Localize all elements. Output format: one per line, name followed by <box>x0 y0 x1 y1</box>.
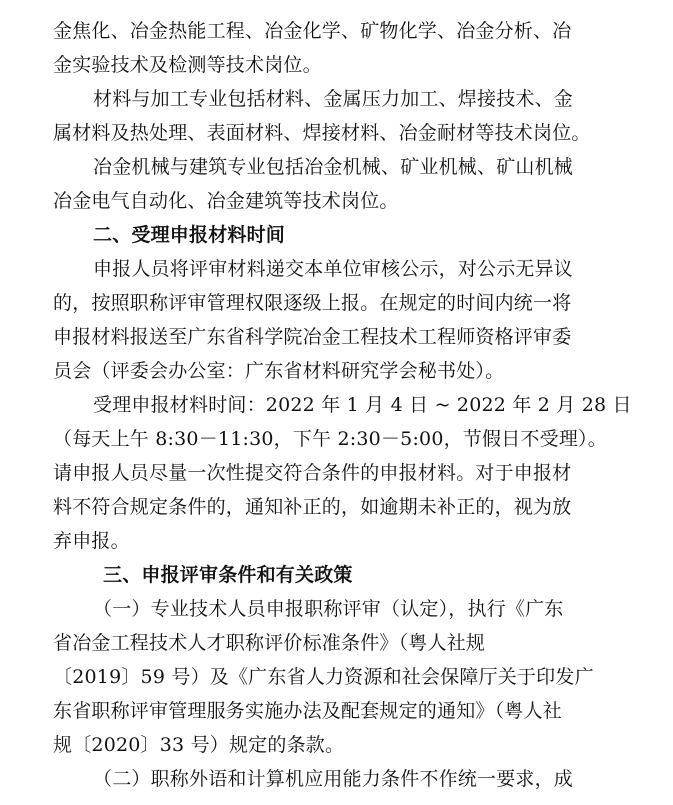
text-line-1: 金焦化、冶金热能工程、冶金化学、矿物化学、冶金分析、冶 <box>53 20 572 42</box>
text-line-19: 省冶金工程技术人才职称评价标准条件》（粤人社规 <box>53 632 486 654</box>
text-line-9: 的，按照职称评审管理权限逐级上报。在规定的时间内统一将 <box>53 292 572 314</box>
text-line-10: 申报材料报送至广东省科学院冶金工程技术工程师资格评审委 <box>53 326 572 348</box>
text-line-23: （二）职称外语和计算机应用能力条件不作统一要求，成 <box>93 768 574 790</box>
text-line-6: 冶金电气自动化、冶金建筑等技术岗位。 <box>53 190 399 212</box>
text-line-12: 受理申报材料时间：2022 年 1 月 4 日 ~ 2022 年 2 月 28 日 <box>93 394 632 416</box>
section-heading-3: 三、申报评审条件和有关政策 <box>103 564 353 586</box>
text-line-21: 东省职称评审管理服务实施办法及配套规定的通知》（粤人社 <box>53 700 562 722</box>
text-line-16: 弃申报。 <box>53 530 130 552</box>
text-line-4: 属材料及热处理、表面材料、焊接材料、冶金耐材等技术岗位。 <box>53 122 591 144</box>
text-line-14: 请申报人员尽量一次性提交符合条件的申报材料。对于申报材 <box>53 462 572 484</box>
text-line-11: 员会（评委会办公室：广东省材料研究学会秘书处）。 <box>53 360 505 382</box>
text-line-8: 申报人员将评审材料递交本单位审核公示，对公示无异议 <box>93 258 574 280</box>
text-line-22: 规〔2020〕33 号）规定的条款。 <box>53 734 345 756</box>
text-line-18: （一）专业技术人员申报职称评审（认定），执行《广东 <box>93 598 564 620</box>
text-line-2: 金实验技术及检测等技术岗位。 <box>53 54 322 76</box>
text-line-20: 〔2019〕59 号）及《广东省人力资源和社会保障厅关于印发广 <box>53 666 594 688</box>
section-heading-2: 二、受理申报材料时间 <box>93 224 286 246</box>
text-line-15: 料不符合规定条件的，通知补正的，如逾期未补正的，视为放 <box>53 496 572 518</box>
text-line-3: 材料与加工专业包括材料、金属压力加工、焊接技术、金 <box>93 88 574 110</box>
text-line-5: 冶金机械与建筑专业包括冶金机械、矿业机械、矿山机械 <box>93 156 574 178</box>
text-line-13: （每天上午 8:30－11:30，下午 2:30－5:00，节假日不受理）。 <box>53 428 607 450</box>
